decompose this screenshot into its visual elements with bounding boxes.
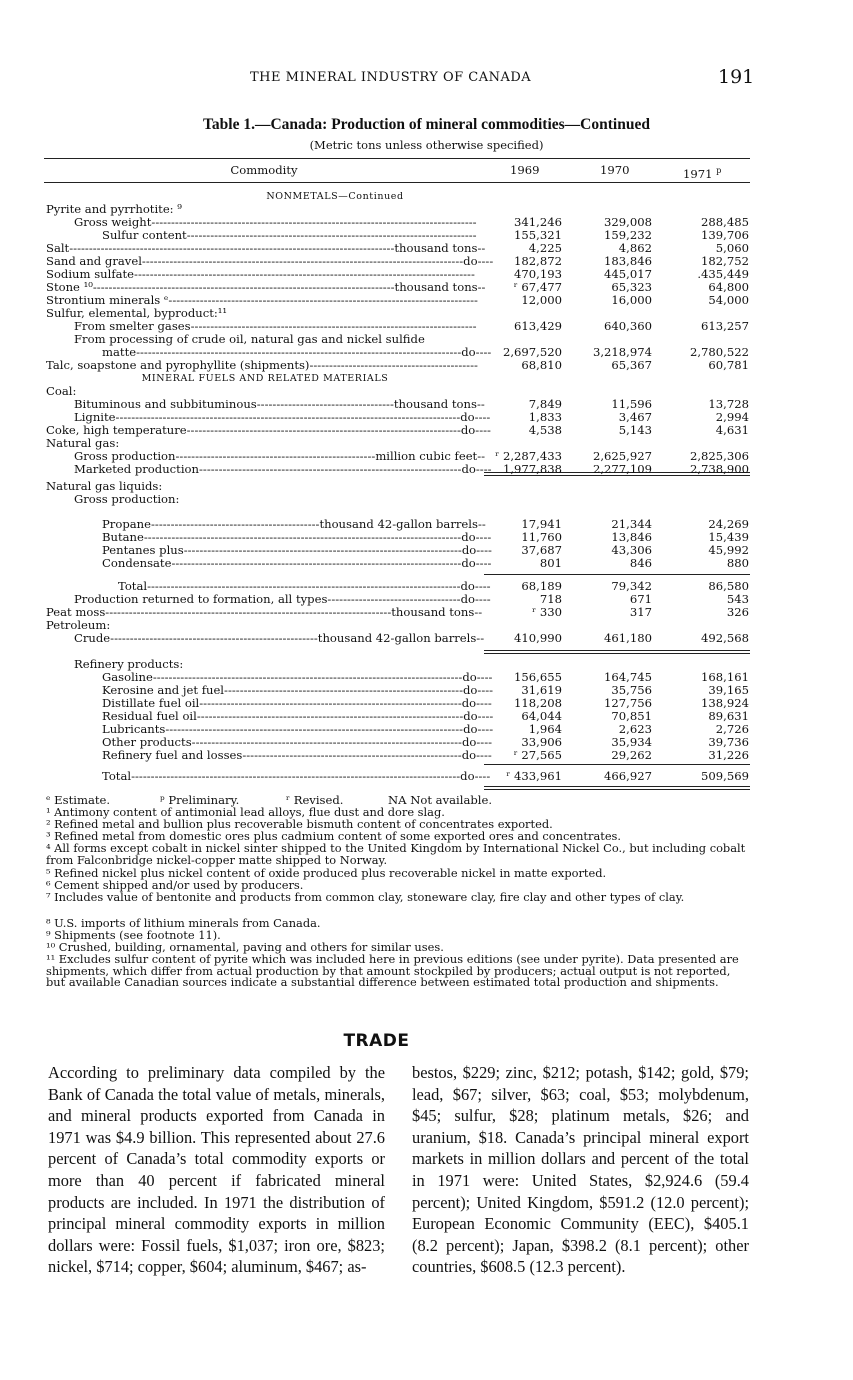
- rule-table-bottom: [484, 786, 750, 787]
- value-1971: 13,728: [708, 397, 749, 411]
- row-label-text: Gross weight: [74, 215, 152, 229]
- unit-label: thousand tons: [391, 605, 475, 619]
- value-1969: 182,872: [514, 254, 562, 268]
- value-1971: 492,568: [701, 631, 749, 645]
- value-1970: 70,851: [611, 709, 652, 723]
- value-1971: 326: [726, 605, 749, 619]
- running-title: THE MINERAL INDUSTRY OF CANADA: [250, 70, 532, 85]
- row-label-text: Crude: [74, 631, 111, 645]
- value-1970: 159,232: [604, 228, 652, 242]
- value-1970: 13,846: [611, 530, 652, 544]
- row-label: [46, 606, 482, 619]
- value-1970: 11,596: [611, 397, 652, 411]
- value-1969: ʳ 433,961: [506, 769, 562, 783]
- row-label-text: Total: [102, 769, 132, 783]
- row-label-text: Sand and gravel: [46, 254, 142, 268]
- leader-dots: --------------------------------------------------------------------------: [171, 556, 462, 570]
- value-1969: 68,810: [521, 358, 562, 372]
- value-1970: 3,218,974: [592, 345, 652, 359]
- value-1970: 35,756: [611, 683, 652, 697]
- row-label-text: Other products: [102, 735, 192, 749]
- value-1969: ʳ 2,287,433: [495, 449, 562, 463]
- value-1970: 671: [629, 592, 652, 606]
- leader-dots: --: [477, 517, 486, 531]
- row-label-text: From smelter gases: [74, 319, 191, 333]
- leader-dots: -------------------------------------------------------------------: [199, 696, 462, 710]
- value-1971: 509,569: [701, 769, 749, 783]
- value-1971: 86,580: [708, 579, 749, 593]
- value-1971: .435,449: [697, 267, 749, 281]
- value-1970: 846: [629, 556, 652, 570]
- value-1969: 4,225: [528, 241, 562, 255]
- value-1971: 39,165: [708, 683, 749, 697]
- row-label-text: Peat moss: [46, 605, 106, 619]
- value-1969: 4,538: [528, 423, 562, 437]
- header-commodity: Commodity: [230, 163, 298, 177]
- value-1970: 65,367: [611, 358, 652, 372]
- value-1970: 29,262: [611, 748, 652, 762]
- value-1971: 24,269: [708, 517, 749, 531]
- leader-dots: ----: [475, 345, 492, 359]
- value-1969: 1,964: [528, 722, 562, 736]
- leader-dots: ----: [475, 462, 492, 476]
- value-1971: 2,825,306: [689, 449, 749, 463]
- leader-dots: --: [477, 280, 486, 294]
- value-1970: 2,277,109: [592, 462, 652, 476]
- unit-label: do: [461, 543, 477, 557]
- section-heading: NONMETALS—Continued: [266, 191, 404, 202]
- footnote-6: ⁶ Cement shipped and/or used by producers.: [46, 878, 304, 892]
- leader-dots: -----------------------------------------------------------------------------: [92, 280, 395, 294]
- value-1969: 1,833: [528, 410, 562, 424]
- leader-dots: ----: [475, 530, 492, 544]
- row-label-text: Talc, soapstone and pyrophyllite (shipments): [46, 358, 310, 372]
- row-label: [102, 749, 492, 762]
- leader-dots: --------------------------------------------------------------------------------: [147, 579, 461, 593]
- row-label-text: Distillate fuel oil: [102, 696, 200, 710]
- value-1971: 4,631: [715, 423, 749, 437]
- leader-dots: ----: [474, 579, 491, 593]
- unit-label: thousand 42-gallon barrels: [317, 631, 477, 645]
- leader-dots: -----------------------------------: [256, 397, 394, 411]
- footnote-4: ⁴ All forms except cobalt in nickel sinter shipped to the United Kingdom by International Nickel Co., but including cobalt from Falconbridge nickel-copper matte shipped to Norway.: [46, 841, 746, 867]
- unit-label: million cubic feet: [375, 449, 478, 463]
- row-label-text: Total: [118, 579, 148, 593]
- row-label-text: Coal:: [46, 384, 77, 398]
- leader-dots: --------------------------------------------------------------------------: [186, 228, 477, 242]
- footnote-7: ⁷ Includes value of bentonite and products from common clay, stoneware clay, fire clay and other types of clay.: [46, 890, 685, 904]
- leader-dots: ----: [476, 696, 492, 710]
- value-1970: 164,745: [604, 670, 652, 684]
- value-1969: 155,321: [514, 228, 562, 242]
- leader-dots: ----: [477, 722, 494, 736]
- value-1970: 640,360: [604, 319, 652, 333]
- leader-dots: -------------------------------------------------------------------: [198, 462, 462, 476]
- value-1971: 139,706: [701, 228, 749, 242]
- value-1971: 2,994: [715, 410, 749, 424]
- value-1969: 31,619: [521, 683, 562, 697]
- leader-dots: -----------------------------------------------------------------------: [183, 543, 462, 557]
- row-label: [102, 770, 490, 783]
- header-1970: 1970: [600, 163, 630, 177]
- footnote-8: ⁸ U.S. imports of lithium minerals from Canada.: [46, 916, 321, 930]
- value-1971: 54,000: [708, 293, 749, 307]
- value-1969: ʳ 27,565: [513, 748, 562, 762]
- unit-label: thousand 42-gallon barrels: [319, 517, 478, 531]
- row-label-text: Sulfur, elemental, byproduct:¹¹: [46, 306, 228, 320]
- rule-refinery-total: [484, 764, 750, 765]
- leader-dots: --: [476, 397, 485, 411]
- trade-paragraph-2: bestos, $229; zinc, $212; potash, $142; gold, $79; lead, $67; silver, $63; coal, $53; molybdenum, $45; sulfur, $28; platinum metals, $26; and uranium, $18. Canada’s principal mineral export markets in million dollars and percent of the total in 1971 were: United States, $2,924.6 (59.4 percent); United Kingdom, $591.2 (12.0 percent); European Economic Community (EEC), $405.1 (8.2 percent); Japan, $398.2 (8.1 percent); other countries, $608.5 (12.3 percent).: [412, 1063, 749, 1277]
- row-label-text: Bituminous and subbituminous: [74, 397, 257, 411]
- legend-not-available: NA Not available.: [388, 793, 493, 807]
- row-label-text: Natural gas:: [46, 436, 120, 450]
- row-label-text: Gross production: [74, 449, 176, 463]
- value-1970: 183,846: [604, 254, 652, 268]
- leader-dots: ----: [477, 683, 494, 697]
- value-1969: 68,189: [521, 579, 562, 593]
- row-label: [46, 385, 76, 398]
- unit-label: do: [463, 709, 478, 723]
- leader-dots: -------------------------------------------------------------------------------: [168, 293, 478, 307]
- leader-dots: ---------------------------------------------------------------------: [191, 735, 462, 749]
- value-1969: 1,977,838: [502, 462, 562, 476]
- value-1970: 35,934: [611, 735, 652, 749]
- value-1970: 461,180: [604, 631, 652, 645]
- leader-dots: -------------------------------------------------------------------------: [105, 605, 392, 619]
- page-number: 191: [718, 66, 755, 88]
- value-1969: 341,246: [514, 215, 562, 229]
- leader-dots: ---------------------------------------------------: [175, 449, 376, 463]
- value-1969: 2,697,520: [502, 345, 562, 359]
- value-1971: 31,226: [708, 748, 749, 762]
- unit-label: do: [460, 410, 475, 424]
- leader-dots: ----------------------------------------------------------------------------------: [141, 254, 464, 268]
- row-label-text: Gasoline: [102, 670, 153, 684]
- row-label-text: Coke, high temperature: [46, 423, 187, 437]
- unit-label: do: [461, 556, 476, 570]
- value-1969: 7,849: [528, 397, 562, 411]
- footnote-10: ¹⁰ Crushed, building, ornamental, paving and others for similar uses.: [46, 940, 444, 954]
- leader-dots: --------------------------------------------------------: [242, 748, 462, 762]
- leader-dots: -------------------------------------------: [151, 517, 320, 531]
- leader-dots: ---------------------------------------------------------------------------------------: [134, 267, 475, 281]
- leader-dots: ----------------------------------------------------------------------------: [165, 722, 464, 736]
- row-label-text: Sodium sulfate: [46, 267, 135, 281]
- row-label-text: matte: [102, 345, 137, 359]
- table-subtitle: (Metric tons unless otherwise specified): [309, 138, 544, 152]
- unit-label: do: [460, 769, 475, 783]
- value-1969: ʳ 67,477: [513, 280, 562, 294]
- legend-preliminary: ᵖ Preliminary.: [160, 793, 240, 807]
- leader-dots: ----: [476, 735, 493, 749]
- row-label-text: Lignite: [74, 410, 116, 424]
- rule-table-bottom-double: [484, 789, 750, 790]
- value-1970: 3,467: [618, 410, 652, 424]
- leader-dots: --: [477, 241, 486, 255]
- footnote-1: ¹ Antimony content of antimonial lead alloys, flue dust and dore slag.: [46, 805, 445, 819]
- value-1969: 118,208: [514, 696, 562, 710]
- value-1971: 64,800: [708, 280, 749, 294]
- row-label-text: Pyrite and pyrrhotite: ⁹: [46, 202, 182, 216]
- leader-dots: -----------------------------------------------------------------------------------: [151, 215, 477, 229]
- value-1970: 4,862: [618, 241, 652, 255]
- value-1969: 613,429: [514, 319, 562, 333]
- value-1971: 613,257: [701, 319, 749, 333]
- leader-dots: -----------------------------------------------------------------------------------: [136, 345, 462, 359]
- value-1969: 718: [539, 592, 562, 606]
- leader-dots: ----: [476, 670, 493, 684]
- unit-label: do: [463, 683, 478, 697]
- unit-label: do: [461, 345, 476, 359]
- value-1971: 168,161: [701, 670, 749, 684]
- trade-heading: TRADE: [343, 1031, 410, 1051]
- row-label-text: Butane: [102, 530, 144, 544]
- value-1971: 288,485: [701, 215, 749, 229]
- leader-dots: -----------------------------------------------------------------------------------: [69, 241, 395, 255]
- value-1970: 65,323: [611, 280, 652, 294]
- legend-estimate: ᵉ Estimate.: [46, 793, 111, 807]
- leader-dots: ----: [475, 592, 491, 606]
- row-label-text: Sulfur content: [102, 228, 187, 242]
- leader-dots: ------------------------------------------------------------------------------------: [131, 769, 461, 783]
- leader-dots: --: [474, 605, 483, 619]
- value-1970: 5,143: [618, 423, 652, 437]
- row-label-text: Stone ¹⁰: [46, 280, 93, 294]
- section-heading: MINERAL FUELS AND RELATED MATERIALS: [141, 373, 389, 384]
- value-1969: 470,193: [514, 267, 562, 281]
- table-header-rule: [44, 182, 750, 183]
- header-1971: 1971 $^p$: [683, 166, 722, 181]
- value-1970: 445,017: [604, 267, 652, 281]
- value-1970: 329,008: [604, 215, 652, 229]
- value-1971: 543: [726, 592, 749, 606]
- row-label-text: Lubricants: [102, 722, 166, 736]
- leader-dots: ----------------------------------------------------------------------------------------: [115, 410, 461, 424]
- value-1970: 79,342: [611, 579, 652, 593]
- header-1969: 1969: [510, 163, 540, 177]
- value-1969: 801: [539, 556, 562, 570]
- value-1969: 37,687: [521, 543, 562, 557]
- unit-label: thousand tons: [393, 397, 477, 411]
- leader-dots: -------------------------------------------------------------: [224, 683, 463, 697]
- leader-dots: ---------------------------------------------------------------------------------: [143, 530, 462, 544]
- value-1971: 880: [726, 556, 749, 570]
- value-1971: 2,738,900: [689, 462, 749, 476]
- row-label-text: Natural gas liquids:: [46, 479, 163, 493]
- unit-label: do: [460, 579, 475, 593]
- leader-dots: ----: [477, 254, 494, 268]
- table-title: Table 1.—Canada: Production of mineral commodities—Continued: [203, 116, 650, 133]
- value-1971: 45,992: [708, 543, 749, 557]
- row-label: [74, 493, 179, 506]
- leader-dots: --------------------------------------------------------------------: [196, 709, 464, 723]
- rule-ngl-total: [484, 574, 750, 575]
- row-label-text: Propane: [102, 517, 151, 531]
- value-1971: 138,924: [701, 696, 749, 710]
- footnote-9: ⁹ Shipments (see footnote 11).: [46, 928, 221, 942]
- footnote-5: ⁵ Refined nickel plus nickel content of oxide produced plus recoverable nickel in matte exported.: [46, 866, 607, 880]
- trade-column-left: [48, 1062, 385, 1278]
- value-1970: 2,625,927: [592, 449, 652, 463]
- leader-dots: -------------------------------------------------------------------------------: [152, 670, 463, 684]
- unit-label: do: [461, 530, 476, 544]
- value-1971: 2,726: [715, 722, 749, 736]
- row-label: [74, 632, 484, 645]
- row-label-text: Refinery fuel and losses: [102, 748, 243, 762]
- leader-dots: --: [476, 631, 485, 645]
- footnote-2: ² Refined metal and bullion plus recoverable bismuth content of concentrates exported.: [46, 817, 553, 831]
- value-1969: 17,941: [521, 517, 562, 531]
- value-1970: 43,306: [611, 543, 652, 557]
- trade-paragraph-1: According to preliminary data compiled by the Bank of Canada the total value of metals, minerals, and mineral products exported from Canada in 1971 was $4.9 billion. This represented about 27.6 percent of Canada’s total commodity exports or more than 40 percent if fabricated mineral products are included. In 1971 the distribution of principal mineral commodity exports in million dollars were: Fossil fuels, $1,037; iron ore, $823; nickel, $714; copper, $604; aluminum, $467; as-: [48, 1063, 385, 1277]
- row-label-text: Gross production:: [74, 492, 180, 506]
- unit-label: thousand tons: [394, 280, 478, 294]
- value-1971: 2,780,522: [689, 345, 749, 359]
- value-1969: 64,044: [521, 709, 562, 723]
- row-label-text: Condensate: [102, 556, 172, 570]
- row-label: [74, 463, 492, 476]
- row-label-text: From processing of crude oil, natural gas and nickel sulfide: [74, 332, 425, 346]
- row-label: [102, 557, 491, 570]
- value-1970: 466,927: [604, 769, 652, 783]
- leader-dots: ----------------------------------------------------------------------: [186, 423, 461, 437]
- value-1969: ʳ 330: [532, 605, 562, 619]
- unit-label: do: [463, 722, 478, 736]
- value-1970: 2,623: [618, 722, 652, 736]
- leader-dots: -------------------------------------------: [309, 358, 478, 372]
- leader-dots: -------------------------------------------------------------------------: [190, 319, 477, 333]
- leader-dots: --: [477, 449, 486, 463]
- value-1969: 12,000: [521, 293, 562, 307]
- value-1970: 127,756: [604, 696, 652, 710]
- row-label-text: Refinery products:: [74, 657, 184, 671]
- rule-crude-double: [484, 653, 750, 654]
- unit-label: thousand tons: [394, 241, 478, 255]
- row-label-text: Strontium minerals ᵉ: [46, 293, 169, 307]
- leader-dots: ----------------------------------: [327, 592, 461, 606]
- leader-dots: ----: [475, 423, 491, 437]
- unit-label: do: [461, 735, 477, 749]
- unit-label: do: [460, 423, 476, 437]
- value-1969: 156,655: [514, 670, 562, 684]
- row-label-text: Residual fuel oil: [102, 709, 197, 723]
- rule-crude: [484, 650, 750, 651]
- value-1971: 5,060: [715, 241, 749, 255]
- row-label-text: Petroleum:: [46, 618, 111, 632]
- leader-dots: ----: [474, 769, 491, 783]
- legend-revised: ʳ Revised.: [286, 793, 344, 807]
- value-1971: 182,752: [701, 254, 749, 268]
- value-1971: 15,439: [708, 530, 749, 544]
- footnote-11: ¹¹ Excludes sulfur content of pyrite which was included here in previous editions (see under pyrite). Data presented are shipments, which differ from actual production by that amount stockpiled by producers; actual output is not reported, but available Canadian sources indicate a substantial difference between estimated total production and shipments.: [46, 952, 739, 990]
- row-label: [46, 359, 478, 372]
- row-label-text: Salt: [46, 241, 70, 255]
- value-1971: 89,631: [708, 709, 749, 723]
- value-1970: 16,000: [611, 293, 652, 307]
- leader-dots: ----: [477, 709, 494, 723]
- row-label-text: Production returned to formation, all types: [74, 592, 328, 606]
- unit-label: do: [461, 462, 476, 476]
- leader-dots: ----: [476, 748, 492, 762]
- unit-label: do: [462, 670, 477, 684]
- row-label-text: Marketed production: [74, 462, 199, 476]
- row-label-text: Pentanes plus: [102, 543, 184, 557]
- unit-label: do: [463, 254, 478, 268]
- footnote-3: ³ Refined metal from domestic ores plus cadmium content of some exported ores and concentrates.: [46, 829, 622, 843]
- value-1969: 11,760: [521, 530, 562, 544]
- row-label-text: Kerosine and jet fuel: [102, 683, 225, 697]
- value-1970: 317: [629, 605, 652, 619]
- unit-label: do: [460, 592, 476, 606]
- value-1971: 60,781: [708, 358, 749, 372]
- trade-column-right: [412, 1062, 749, 1278]
- value-1970: 21,344: [611, 517, 652, 531]
- value-1969: 410,990: [514, 631, 562, 645]
- leader-dots: ----: [475, 556, 492, 570]
- value-1969: 33,906: [521, 735, 562, 749]
- unit-label: do: [461, 696, 477, 710]
- unit-label: do: [461, 748, 477, 762]
- table-top-rule: [44, 158, 750, 159]
- leader-dots: ----: [474, 410, 491, 424]
- leader-dots: -----------------------------------------------------: [110, 631, 318, 645]
- leader-dots: ----: [476, 543, 492, 557]
- value-1971: 39,736: [708, 735, 749, 749]
